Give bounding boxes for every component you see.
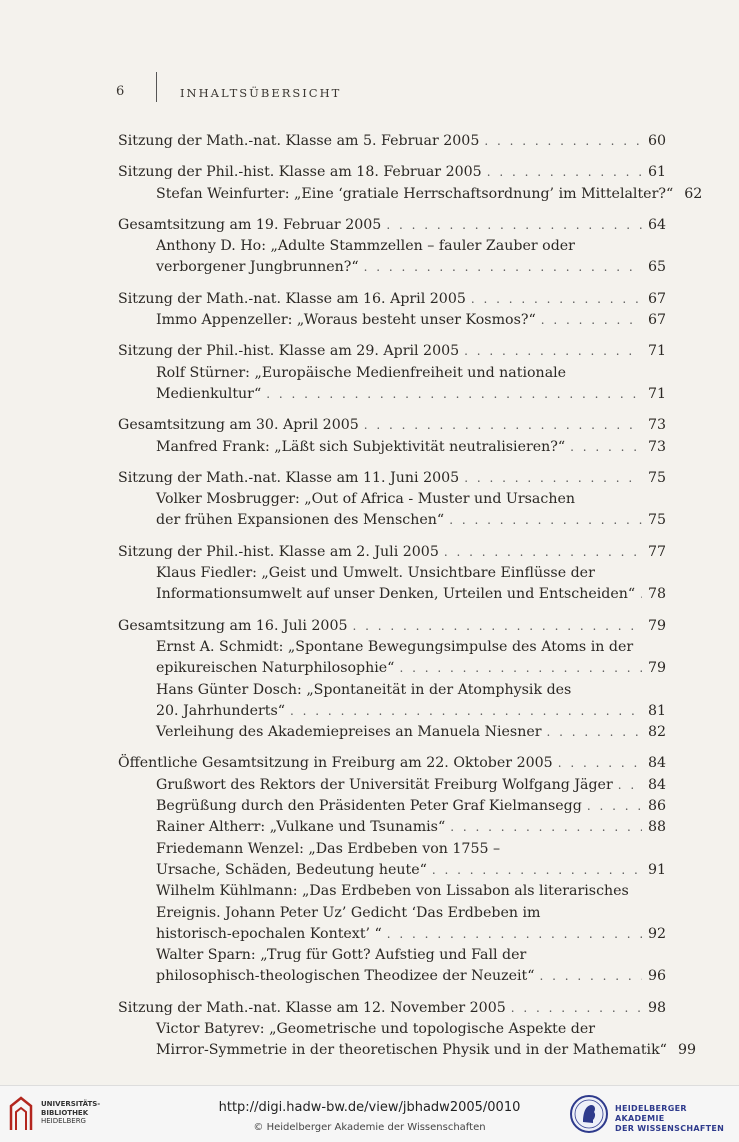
toc-entry	[118, 817, 666, 838]
entry-title: der frühen Expansionen des Menschen“	[156, 512, 445, 529]
toc-group	[118, 753, 666, 987]
toc-group	[118, 616, 666, 744]
toc-entry	[118, 384, 666, 405]
dot-leader	[450, 817, 642, 838]
running-title: INHALTSÜBERSICHT	[180, 86, 342, 100]
toc-entry-line: Hans Günter Dosch: „Spontaneität in der Atomphysik des	[156, 681, 572, 698]
toc-entry-line: Victor Batyrev: „Geometrische und topologische Aspekte der	[156, 1020, 596, 1037]
toc-entry	[118, 658, 666, 679]
entry-title: Verleihung des Akademiepreises an Manuela Niesner	[156, 724, 542, 741]
dot-leader	[464, 341, 642, 362]
entry-title: Sitzung der Math.-nat. Klasse am 16. April 2005	[118, 290, 466, 307]
permalink-url[interactable]: http://digi.hadw-bw.de/view/jbhadw2005/0010	[218, 1100, 521, 1115]
entry-title: Stefan Weinfurter: „Eine ‘gratiale Herrschaftsordnung’ im Mittelalter?“	[156, 185, 674, 202]
toc-entry-line: Friedemann Wenzel: „Das Erdbeben von 1755 –	[156, 840, 501, 857]
toc-entry	[118, 584, 666, 605]
entry-title: Öffentliche Gesamtsitzung in Freiburg am 22. Oktober 2005	[118, 755, 553, 772]
toc-session-heading	[118, 753, 666, 774]
toc-entry-line: Rolf Stürner: „Europäische Medienfreiheit und nationale	[156, 364, 567, 381]
toc-session-heading	[118, 415, 666, 436]
dot-leader	[353, 616, 643, 637]
toc-entry	[118, 924, 666, 945]
toc-session-heading	[118, 131, 666, 152]
dot-leader	[290, 701, 642, 722]
dot-leader	[541, 310, 642, 331]
dot-leader	[399, 658, 642, 679]
library-name: UNIVERSITÄTS- BIBLIOTHEK HEIDELBERG	[41, 1100, 101, 1125]
toc-group	[118, 998, 696, 1062]
page-ref: 98	[648, 999, 667, 1016]
toc-entry	[118, 966, 666, 987]
entry-title: historisch-epochalen Kontext’ “	[156, 925, 382, 942]
page-ref: 60	[648, 133, 667, 149]
entry-title: Sitzung der Math.-nat. Klasse am 5. Februar 2005	[118, 133, 480, 149]
toc-entry	[118, 437, 666, 458]
toc-entry	[118, 310, 666, 331]
dot-leader	[432, 860, 642, 881]
entry-title: Sitzung der Math.-nat. Klasse am 11. Juni 2005	[118, 469, 460, 486]
toc-entry-line: Walter Sparn: „Trug für Gott? Aufstieg und Fall der	[156, 947, 527, 964]
toc-group	[118, 468, 666, 532]
page-ref: 81	[648, 702, 667, 719]
toc-session-heading	[118, 215, 666, 236]
page-ref: 84	[648, 776, 667, 793]
toc-entry	[118, 722, 666, 743]
entry-title: Sitzung der Phil.-hist. Klasse am 2. Juli 2005	[118, 543, 439, 560]
toc-group	[118, 289, 666, 332]
toc-group	[118, 162, 703, 205]
page-ref: 67	[648, 290, 667, 307]
entry-title: Ursache, Schäden, Bedeutung heute“	[156, 861, 427, 878]
entry-title: Gesamtsitzung am 19. Februar 2005	[118, 216, 382, 233]
academy-name: HEIDELBERGER AKADEMIE DER WISSENSCHAFTEN	[615, 1104, 725, 1133]
toc-entry	[118, 257, 666, 278]
page-ref: 79	[648, 660, 667, 677]
page-ref: 71	[648, 343, 667, 360]
entry-title: Begrüßung durch den Präsidenten Peter Graf Kielmansegg	[156, 798, 582, 815]
dot-leader	[570, 437, 642, 458]
page-ref: 88	[648, 819, 667, 836]
toc-entry-line: Ereignis. Johann Peter Uz’ Gedicht ‘Das Erdbeben im	[156, 904, 541, 921]
page-ref: 82	[648, 724, 667, 741]
entry-title: Informationsumwelt auf unser Denken, Urteilen und Entscheiden“	[156, 586, 636, 603]
toc-group	[118, 341, 666, 405]
toc-entry	[118, 184, 703, 205]
dot-leader	[587, 796, 642, 817]
header-divider	[156, 72, 157, 102]
dot-leader	[266, 384, 642, 405]
dot-leader	[464, 468, 642, 489]
entry-title: Grußwort des Rektors der Universität Freiburg Wolfgang Jäger	[156, 776, 613, 793]
toc-entry	[118, 796, 666, 817]
toc-session-heading	[118, 998, 666, 1019]
entry-title: epikureischen Naturphilosophie“	[156, 660, 395, 677]
page-ref: 91	[648, 861, 667, 878]
dot-leader	[386, 215, 642, 236]
entry-title: Gesamtsitzung am 30. April 2005	[118, 417, 359, 434]
page-ref: 64	[648, 216, 667, 233]
entry-title: philosophisch-theologischen Theodizee der Neuzeit“	[156, 968, 535, 985]
toc-session-heading	[118, 468, 666, 489]
viewer-footer	[0, 1085, 739, 1142]
toc-session-heading	[118, 616, 666, 637]
toc-group	[118, 415, 666, 458]
entry-title: Gesamtsitzung am 16. Juli 2005	[118, 617, 348, 634]
page-ref: 65	[648, 259, 667, 276]
dot-leader	[547, 722, 642, 743]
toc-entry-line: Wilhelm Kühlmann: „Das Erdbeben von Lissabon als literarisches	[156, 883, 629, 900]
page-ref: 96	[648, 968, 667, 985]
page-ref: 84	[648, 755, 667, 772]
toc-session-heading	[118, 341, 666, 362]
page-ref: 67	[648, 312, 667, 329]
page-ref: 99	[677, 1042, 696, 1059]
page-ref: 71	[648, 385, 667, 402]
toc-group	[118, 215, 666, 279]
entry-title: 20. Jahrhunderts“	[156, 702, 286, 719]
toc-group	[118, 131, 666, 152]
dot-leader	[387, 924, 642, 945]
page-ref: 92	[648, 925, 667, 942]
dot-leader	[444, 542, 642, 563]
toc-session-heading	[118, 289, 666, 310]
entry-title: Medienkultur“	[156, 385, 262, 402]
dot-leader	[364, 415, 642, 436]
copyright-notice: © Heidelberger Akademie der Wissenschaften	[253, 1122, 486, 1133]
toc-entry-line: Anthony D. Ho: „Adulte Stammzellen – fauler Zauber oder	[156, 238, 575, 255]
entry-title: Sitzung der Phil.-hist. Klasse am 18. Februar 2005	[118, 164, 482, 181]
dot-leader	[487, 162, 642, 183]
page-ref: 78	[648, 586, 667, 603]
entry-title: Manfred Frank: „Läßt sich Subjektivität neutralisieren?“	[156, 438, 566, 455]
toc-entry	[118, 1040, 696, 1061]
dot-leader	[471, 289, 642, 310]
dot-leader	[364, 257, 642, 278]
entry-title: Sitzung der Phil.-hist. Klasse am 29. April 2005	[118, 343, 460, 360]
page-ref: 75	[648, 512, 667, 529]
dot-leader	[558, 753, 642, 774]
dot-leader	[511, 998, 642, 1019]
entry-title: Mirror-Symmetrie in der theoretischen Physik und in der Mathematik“	[156, 1042, 667, 1059]
page-ref: 75	[648, 469, 667, 486]
toc-entry	[118, 510, 666, 531]
dot-leader	[484, 131, 642, 152]
academy-seal-icon	[569, 1094, 609, 1134]
dot-leader	[640, 584, 642, 605]
table-of-contents	[118, 131, 703, 1072]
toc-entry	[118, 775, 666, 796]
page-ref: 62	[684, 185, 703, 202]
dot-leader	[539, 966, 642, 987]
dot-leader	[449, 510, 642, 531]
toc-session-heading	[118, 542, 666, 563]
page-number: 6	[116, 84, 125, 99]
toc-entry	[118, 701, 666, 722]
toc-entry-line: Volker Mosbrugger: „Out of Africa - Muster und Ursachen	[156, 491, 576, 508]
page-ref: 77	[648, 543, 667, 560]
toc-entry-line: Ernst A. Schmidt: „Spontane Bewegungsimpulse des Atoms in der	[156, 638, 634, 655]
page-ref: 73	[648, 417, 667, 434]
page-ref: 79	[648, 617, 667, 634]
page-ref: 73	[648, 438, 667, 455]
toc-entry	[118, 860, 666, 881]
toc-session-heading	[118, 162, 666, 183]
toc-entry-line: Klaus Fiedler: „Geist und Umwelt. Unsichtbare Einflüsse der	[156, 565, 595, 582]
entry-title: Immo Appenzeller: „Woraus besteht unser Kosmos?“	[156, 312, 536, 329]
toc-group	[118, 542, 666, 606]
entry-title: Sitzung der Math.-nat. Klasse am 12. November 2005	[118, 999, 506, 1016]
entry-title: verborgener Jungbrunnen?“	[156, 259, 359, 276]
page-ref: 86	[648, 798, 667, 815]
dot-leader	[618, 775, 642, 796]
entry-title: Rainer Altherr: „Vulkane und Tsunamis“	[156, 819, 446, 836]
page-ref: 61	[648, 164, 667, 181]
